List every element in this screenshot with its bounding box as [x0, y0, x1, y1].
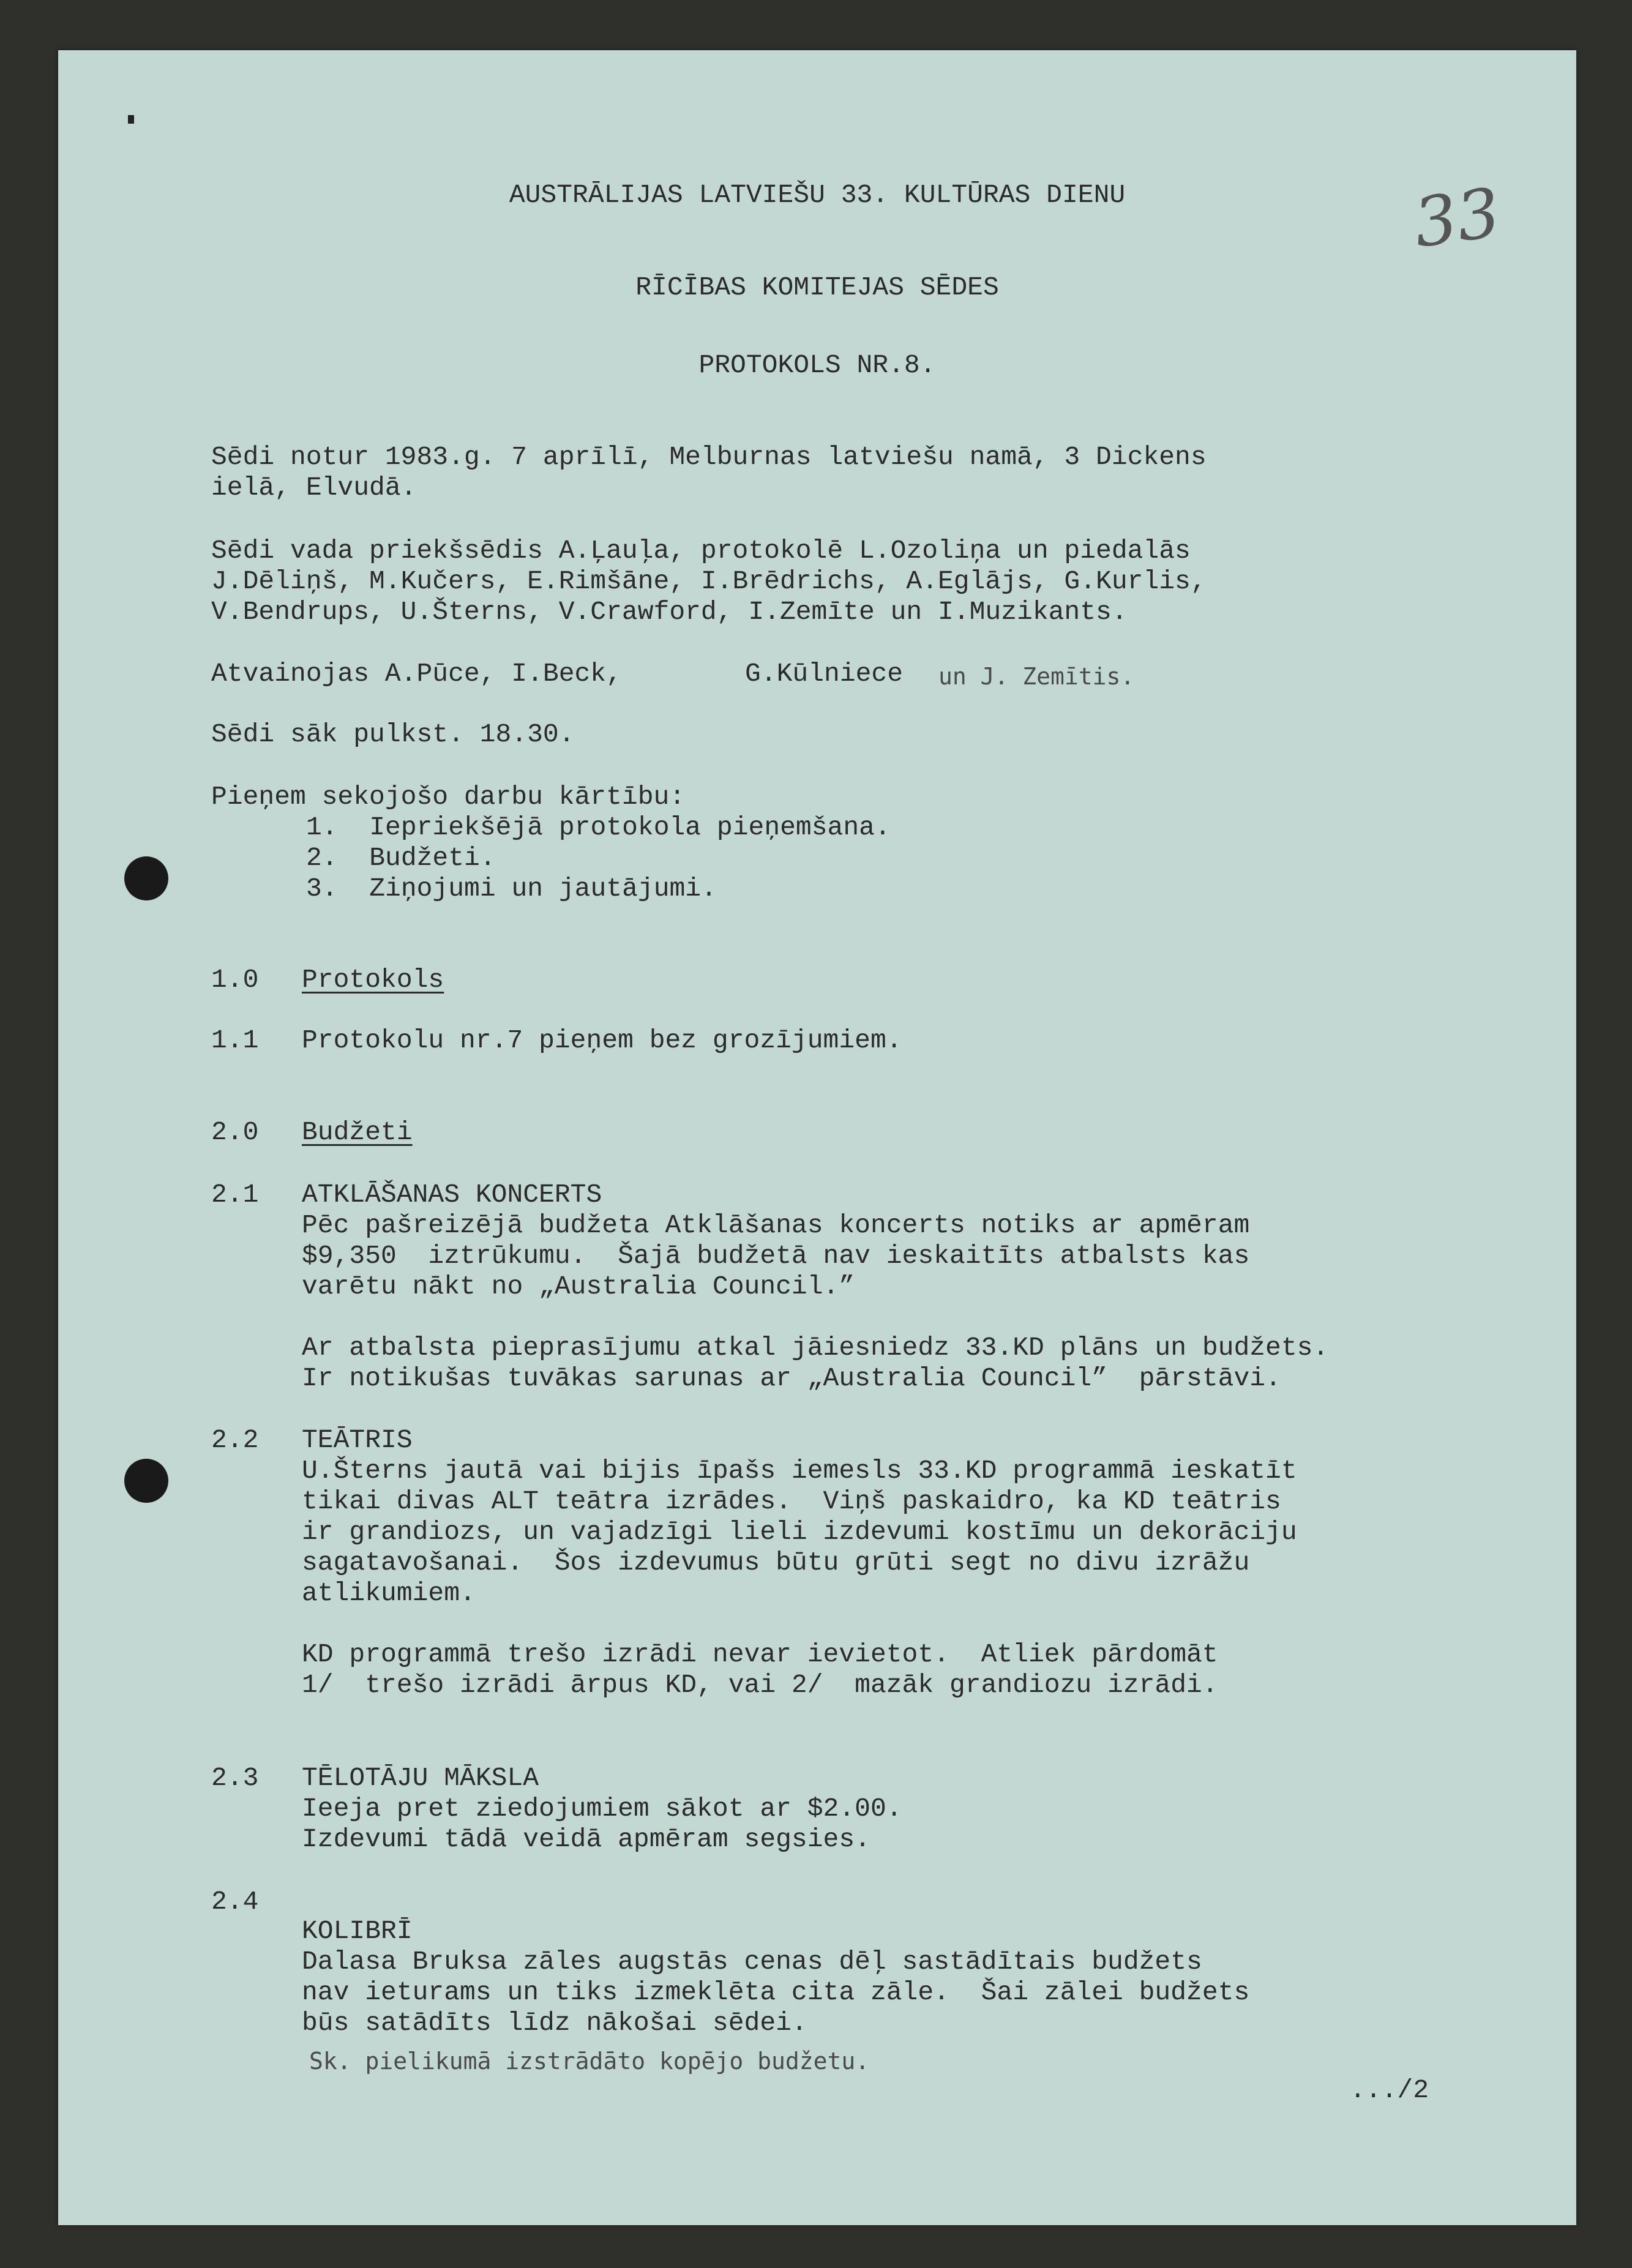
section-title-kolibri: KOLIBRĪ — [302, 1916, 413, 1946]
section-number: 1.0 — [211, 965, 259, 995]
section-text: Dalasa Bruksa zāles augstās cenas dēļ sastādītais budžets — [302, 1947, 1202, 1977]
meeting-place-line-1: Sēdi notur 1983.g. 7 aprīlī, Melburnas latviešu namā, 3 Dickens — [211, 442, 1207, 472]
section-text: KD programmā trešo izrādi nevar ievietot. Atliek pārdomāt — [302, 1639, 1218, 1669]
section-text: 1/ trešo izrādi ārpus KD, vai 2/ mazāk grandiozu izrādi. — [302, 1670, 1218, 1700]
section-text: varētu nākt no „Australia Council.” — [302, 1271, 855, 1301]
section-text: U.Šterns jautā vai bijis īpašs iemesls 33.KD programmā ieskatīt — [302, 1456, 1297, 1486]
ink-mark — [128, 115, 134, 124]
section-text: $9,350 iztrūkumu. Šajā budžetā nav ieskaitīts atbalsts kas — [302, 1241, 1250, 1271]
agenda-title: Pieņem sekojošo darbu kārtību: — [211, 782, 686, 812]
handwritten-page-number: 33 — [1409, 173, 1505, 263]
section-text: Ir notikušas tuvākas sarunas ar „Australia Council” pārstāvi. — [302, 1363, 1281, 1393]
section-text: Ar atbalsta pieprasījumu atkal jāiesniedz 33.KD plāns un budžets. — [302, 1333, 1329, 1363]
section-text: atlikumiem. — [302, 1578, 476, 1608]
absent-list: Atvainojas A.Pūce, I.Beck, — [211, 659, 622, 689]
section-text: būs satādīts līdz nākošai sēdei. — [302, 2008, 807, 2038]
agenda-item: 1. Iepriekšējā protokola pieņemšana. — [306, 812, 891, 842]
section-text: ir grandiozs, un vajadzīgi lieli izdevumi kostīmu un dekorāciju — [302, 1517, 1297, 1547]
section-number: 2.3 — [211, 1763, 259, 1793]
absent-added-typed: un J. Zemītis. — [938, 663, 1135, 690]
section-text: Ieeja pret ziedojumiem sākot ar $2.00. — [302, 1794, 902, 1824]
agenda-item: 2. Budžeti. — [306, 843, 496, 873]
section-text: Pēc pašreizējā budžeta Atklāšanas koncerts notiks ar apmēram — [302, 1210, 1250, 1240]
section-text: tikai divas ALT teātra izrādes. Viņš paskaidro, ka KD teātris — [302, 1486, 1281, 1516]
document-page — [58, 50, 1576, 2225]
section-title-koncerts: ATKLĀŠANAS KONCERTS — [302, 1180, 602, 1210]
section-number: 2.2 — [211, 1425, 259, 1455]
agenda-item: 3. Ziņojumi un jautājumi. — [306, 874, 717, 904]
section-number: 2.4 — [211, 1887, 259, 1917]
section-title-maksla: TĒLOTĀJU MĀKSLA — [302, 1763, 539, 1793]
section-number: 2.1 — [211, 1180, 259, 1210]
attendees-line-3: V.Bendrups, U.Šterns, V.Crawford, I.Zemīte un I.Muzikants. — [211, 597, 1128, 627]
section-number: 1.1 — [211, 1025, 259, 1055]
attendees-line-1: Sēdi vada priekšsēdis A.Ļauļa, protokolē L.Ozoliņa un piedalās — [211, 536, 1191, 566]
absent-added: G.Kūlniece — [745, 659, 904, 689]
meeting-place-line-2: ielā, Elvudā. — [211, 473, 417, 503]
protocol-number: PROTOKOLS NR.8. — [698, 350, 936, 380]
appendix-note: Sk. pielikumā izstrādāto kopējo budžetu. — [309, 2048, 870, 2075]
start-time: Sēdi sāk pulkst. 18.30. — [211, 719, 575, 749]
continuation-marker: .../2 — [1350, 2075, 1429, 2105]
header-title: AUSTRĀLIJAS LATVIEŠU 33. KULTŪRAS DIENU — [509, 180, 1126, 210]
section-title-budzeti: Budžeti — [302, 1117, 413, 1147]
section-number: 2.0 — [211, 1117, 259, 1147]
section-text: Izdevumi tādā veidā apmēram segsies. — [302, 1824, 870, 1854]
header-subtitle: RĪCĪBAS KOMITEJAS SĒDES — [635, 272, 999, 302]
section-text: sagatavošanai. Šos izdevumus būtu grūti segt no divu izrāžu — [302, 1548, 1250, 1577]
punch-hole-top — [124, 856, 168, 900]
section-text: Protokolu nr.7 pieņem bez grozījumiem. — [302, 1025, 902, 1055]
section-text: nav ieturams un tiks izmeklēta cita zāle. Šai zālei budžets — [302, 1977, 1250, 2007]
punch-hole-bottom — [124, 1459, 168, 1503]
attendees-line-2: J.Dēliņš, M.Kučers, E.Rimšāne, I.Brēdrichs, A.Eglājs, G.Kurlis, — [211, 566, 1207, 596]
section-title-teatris: TEĀTRIS — [302, 1425, 413, 1455]
section-title-protokols: Protokols — [302, 965, 444, 995]
